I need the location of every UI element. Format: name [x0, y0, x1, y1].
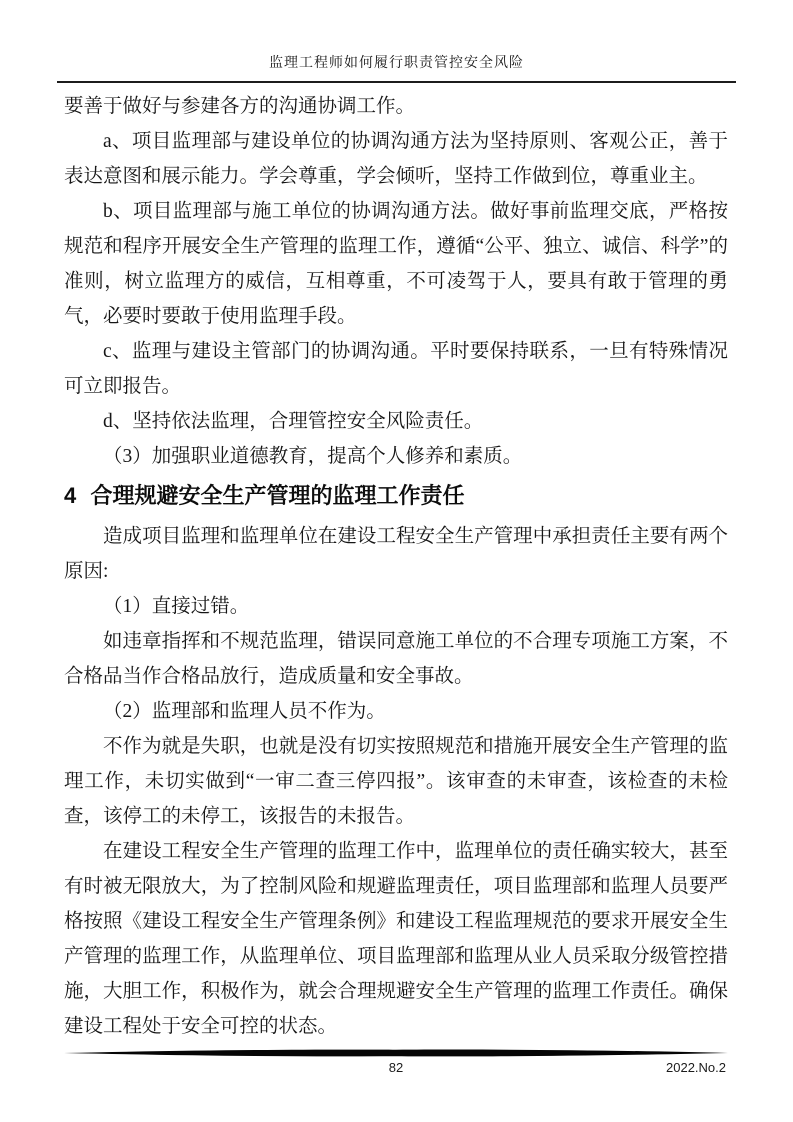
section-heading-number: 4: [64, 483, 77, 508]
running-header-title: 监理工程师如何履行职责管控安全风险: [269, 56, 524, 71]
paragraph: 要善于做好与参建各方的沟通协调工作。: [64, 96, 416, 117]
issue-number: 2022.No.2: [666, 1060, 726, 1075]
page-footer: [64, 1048, 728, 1077]
footer-text-row: [64, 1059, 728, 1077]
paragraph: b、项目监理部与施工单位的协调沟通方法。做好事前监理交底，严格按规范和程序开展安全生产管理的监理工作，遵循“公平、独立、诚信、科学”的准则，树立监理方的威信，互相尊重，不可凌驾于人，要具有敢于管理的勇气，必要时要敢于使用监理手段。: [64, 201, 728, 327]
paragraph: d、坚持依法监理，合理管控安全风险责任。: [103, 411, 484, 432]
section-heading-title: 合理规避安全生产管理的监理工作责任: [90, 483, 465, 508]
paragraph: （1）直接过错。: [103, 596, 250, 617]
paragraph: 造成项目监理和监理单位在建设工程安全生产管理中承担责任主要有两个原因:: [64, 526, 728, 582]
paragraph: （3）加强职业道德教育，提高个人修养和素质。: [103, 446, 523, 467]
paragraph: a、项目监理部与建设单位的协调沟通方法为坚持原则、客观公正，善于表达意图和展示能力。学会尊重，学会倾听，坚持工作做到位，尊重业主。: [64, 131, 728, 187]
paragraph: c、监理与建设主管部门的协调沟通。平时要保持联系，一旦有特殊情况可立即报告。: [64, 341, 728, 397]
paragraph: 不作为就是失职，也就是没有切实按照规范和措施开展安全生产管理的监理工作，未切实做到“一审二查三停四报”。该审查的未审查，该检查的未检查，该停工的未停工，该报告的未报告。: [64, 736, 728, 827]
footer-divider-bar: [64, 1048, 728, 1058]
page-body: [64, 89, 728, 1044]
paragraph: 如违章指挥和不规范监理，错误同意施工单位的不合理专项施工方案，不合格品当作合格品放行，造成质量和安全事故。: [64, 631, 728, 687]
running-header: [57, 54, 736, 83]
page-number: 82: [388, 1060, 404, 1075]
paragraph: （2）监理部和监理人员不作为。: [103, 701, 386, 722]
section-heading: [64, 476, 728, 516]
paragraph: 在建设工程安全生产管理的监理工作中，监理单位的责任确实较大，甚至有时被无限放大，为了控制风险和规避监理责任，项目监理部和监理人员要严格按照《建设工程安全生产管理条例》和建设工程监理规范的要求开展安全生产管理的监理工作，从监理单位、项目监理部和监理从业人员采取分级管控措施，大胆工作，积极作为，就会合理规避安全生产管理的监理工作责任。确保建设工程处于安全可控的状态。: [64, 841, 728, 1037]
